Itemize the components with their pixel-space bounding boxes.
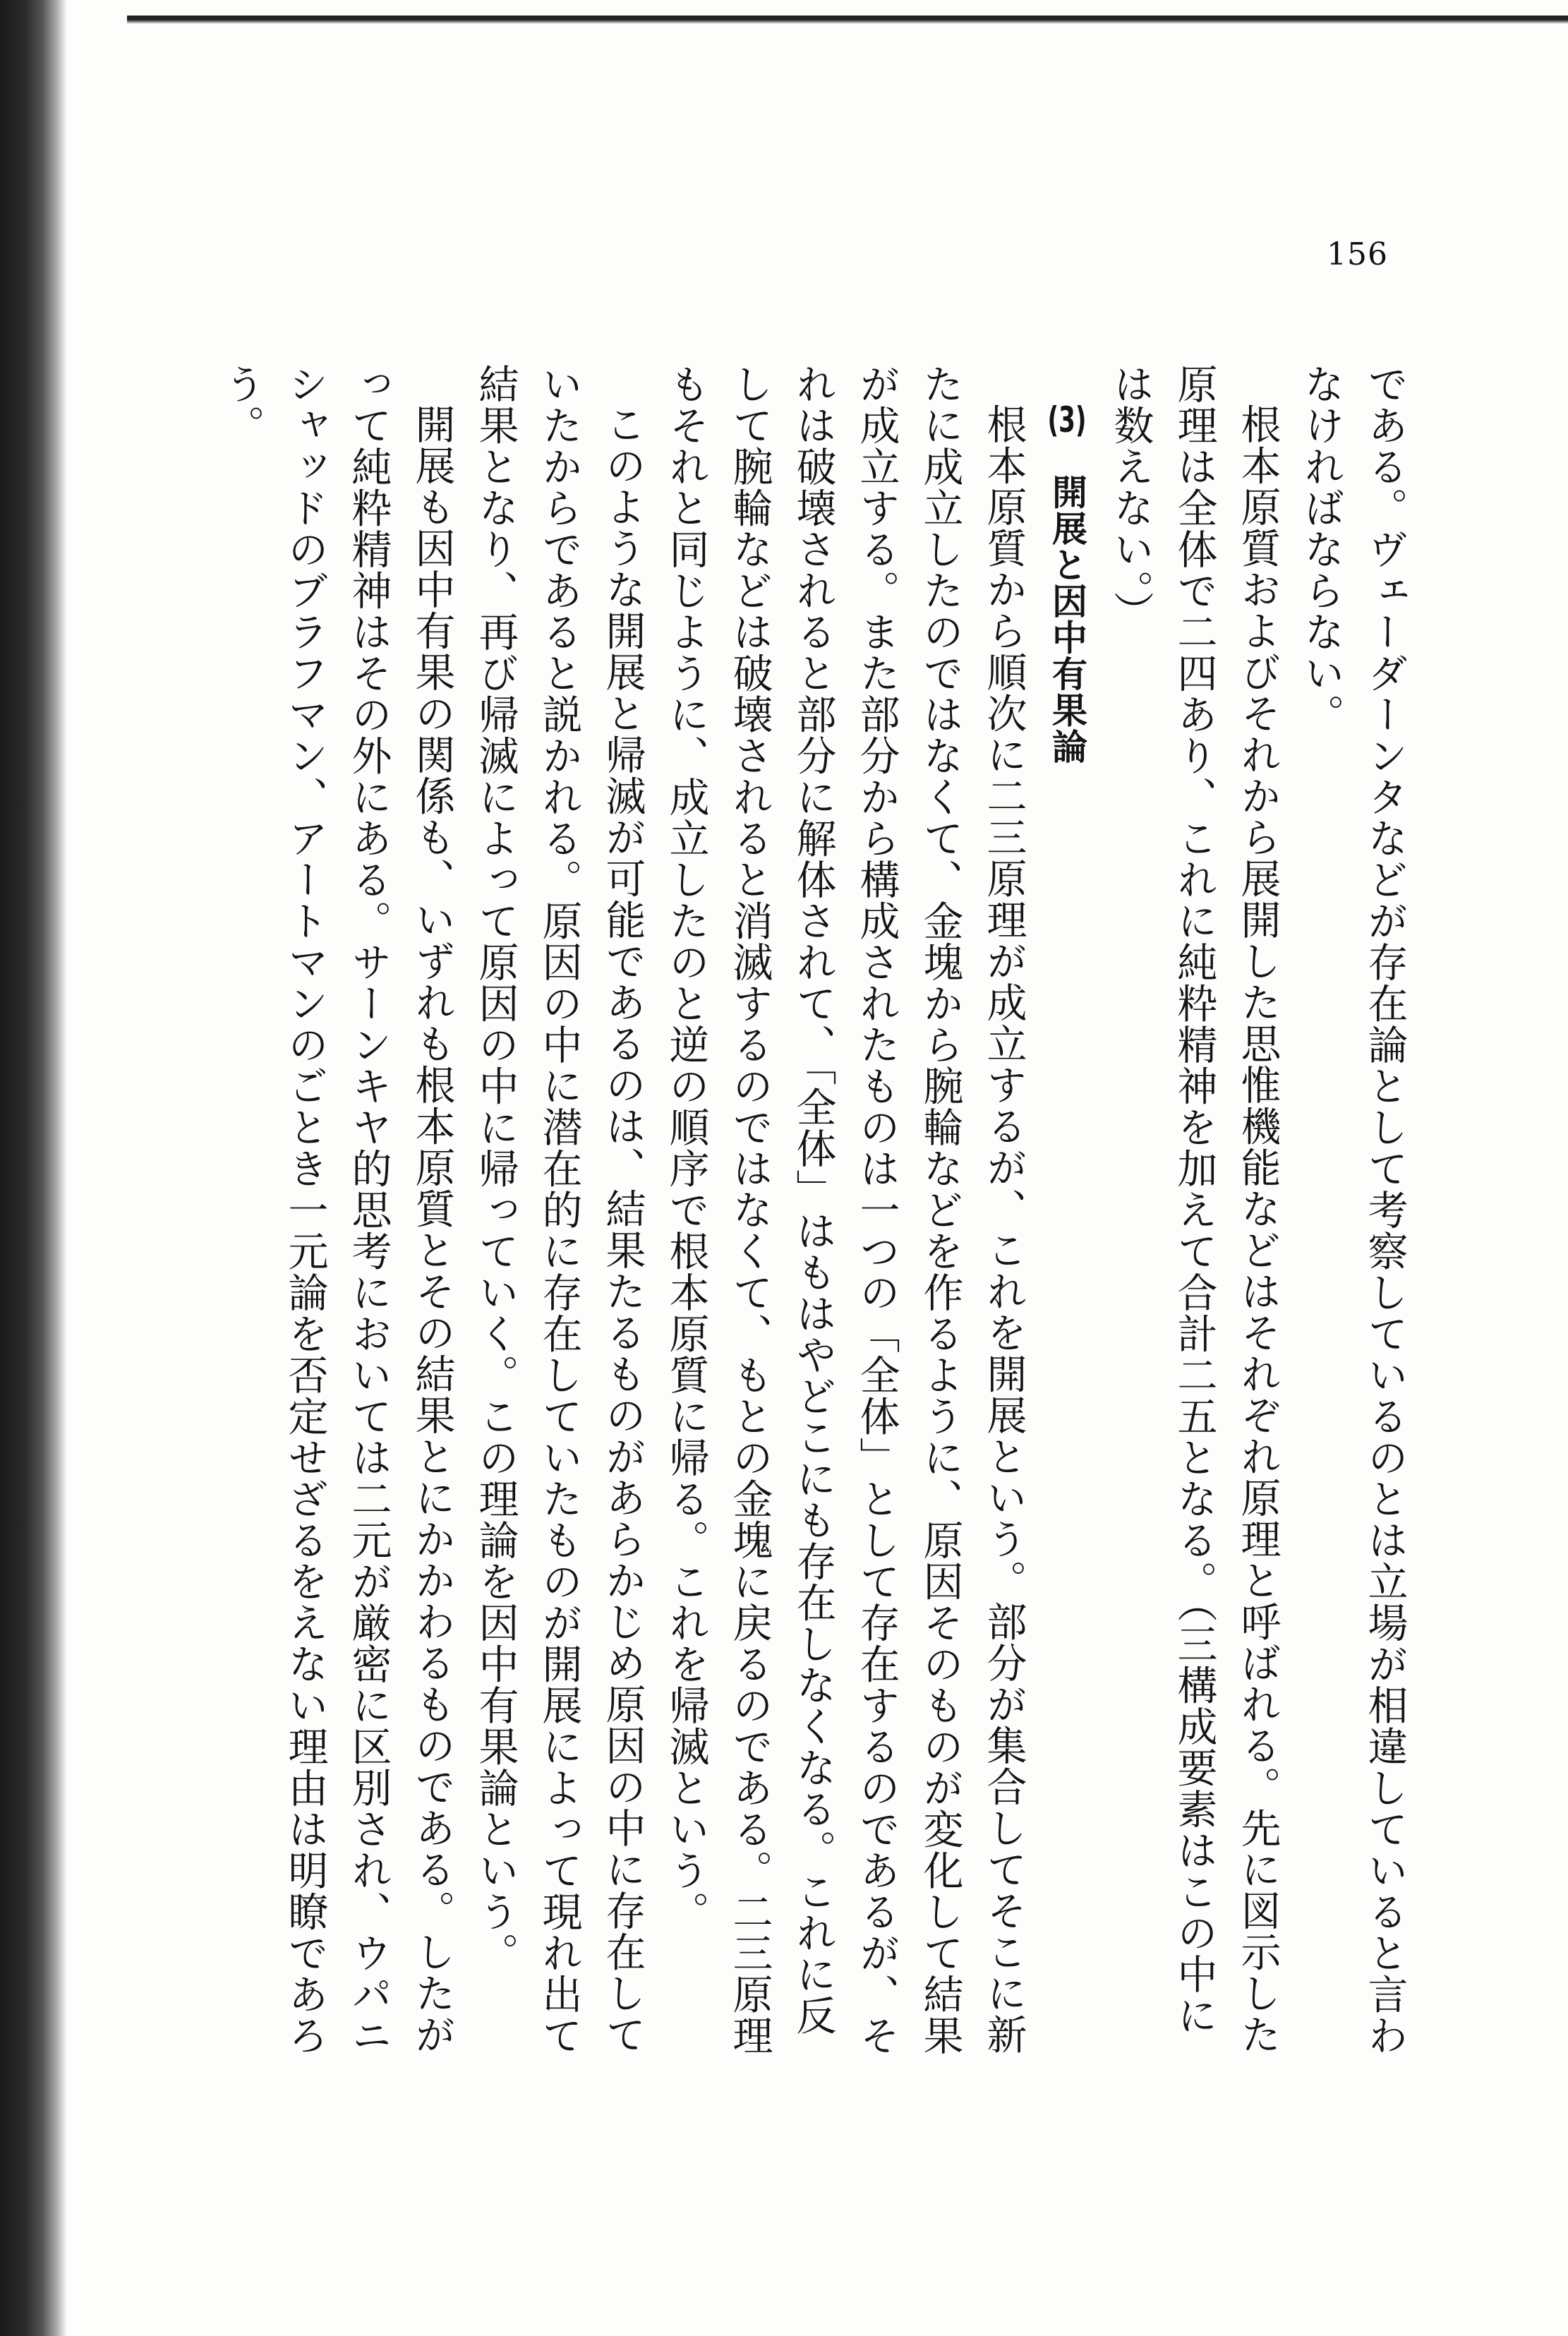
page-number: 156 <box>1327 236 1388 272</box>
scan-edge-left <box>0 0 67 2336</box>
section-heading <box>1035 363 1099 2071</box>
scan-edge-top <box>127 16 1568 24</box>
paragraph-2: 根本原質およびそれから展開した思惟機能などはそれぞれ原理と呼ばれる。先に図示した原理は全体で二四あり、これに純粋精神を加えて合計二五となる。（三構成要素はこの中には数えない。） <box>1107 363 1281 2055</box>
section-heading-title: 開展と因中有果論 <box>1047 474 1087 765</box>
paragraph-4: このような開展と帰滅が可能であるのは、結果たるものがあらかじめ原因の中に存在していたからであると説かれる。原因の中に潜在的に存在していたものが開展によって現れ出て結果となり、再び帰滅によって原因の中に帰っていく。この理論を因中有果論という。 <box>472 363 646 2057</box>
section-heading-number: (3) <box>1047 402 1087 438</box>
paragraph-5: 開展も因中有果の関係も、いずれも根本原質とその結果とにかかわるものである。したがって純粋精神はその外にある。サーンキヤ的思考においては二元が厳密に区別され、ウパニシャッドのブラフマン、アートマンのごとき一元論を否定せざるをえない理由は明瞭であろう。 <box>218 363 455 2057</box>
vertical-text-block <box>210 363 1416 2071</box>
paragraph-1: である。ヴェーダーンタなどが存在論として考察しているのとは立場が相違していると言わなければならない。 <box>1298 363 1408 2057</box>
paragraph-3: 根本原質から順次に二三原理が成立するが、これを開展という。部分が集合してそこに新たに成立したのではなくて、金塊から腕輪などを作るように、原因そのものが変化して結果が成立する。また部分から構成されたものは一つの「全体」として存在するのであるが、それは破壊されると部分に解体されて、「全体」はもはやどこにも存在しなくなる。これに反して腕輪などは破壊されると消滅するのではなくて、もとの金塊に戻るのである。二三原理もそれと同じように、成立したのと逆の順序で根本原質に帰る。これを帰滅という。 <box>663 363 1027 2057</box>
